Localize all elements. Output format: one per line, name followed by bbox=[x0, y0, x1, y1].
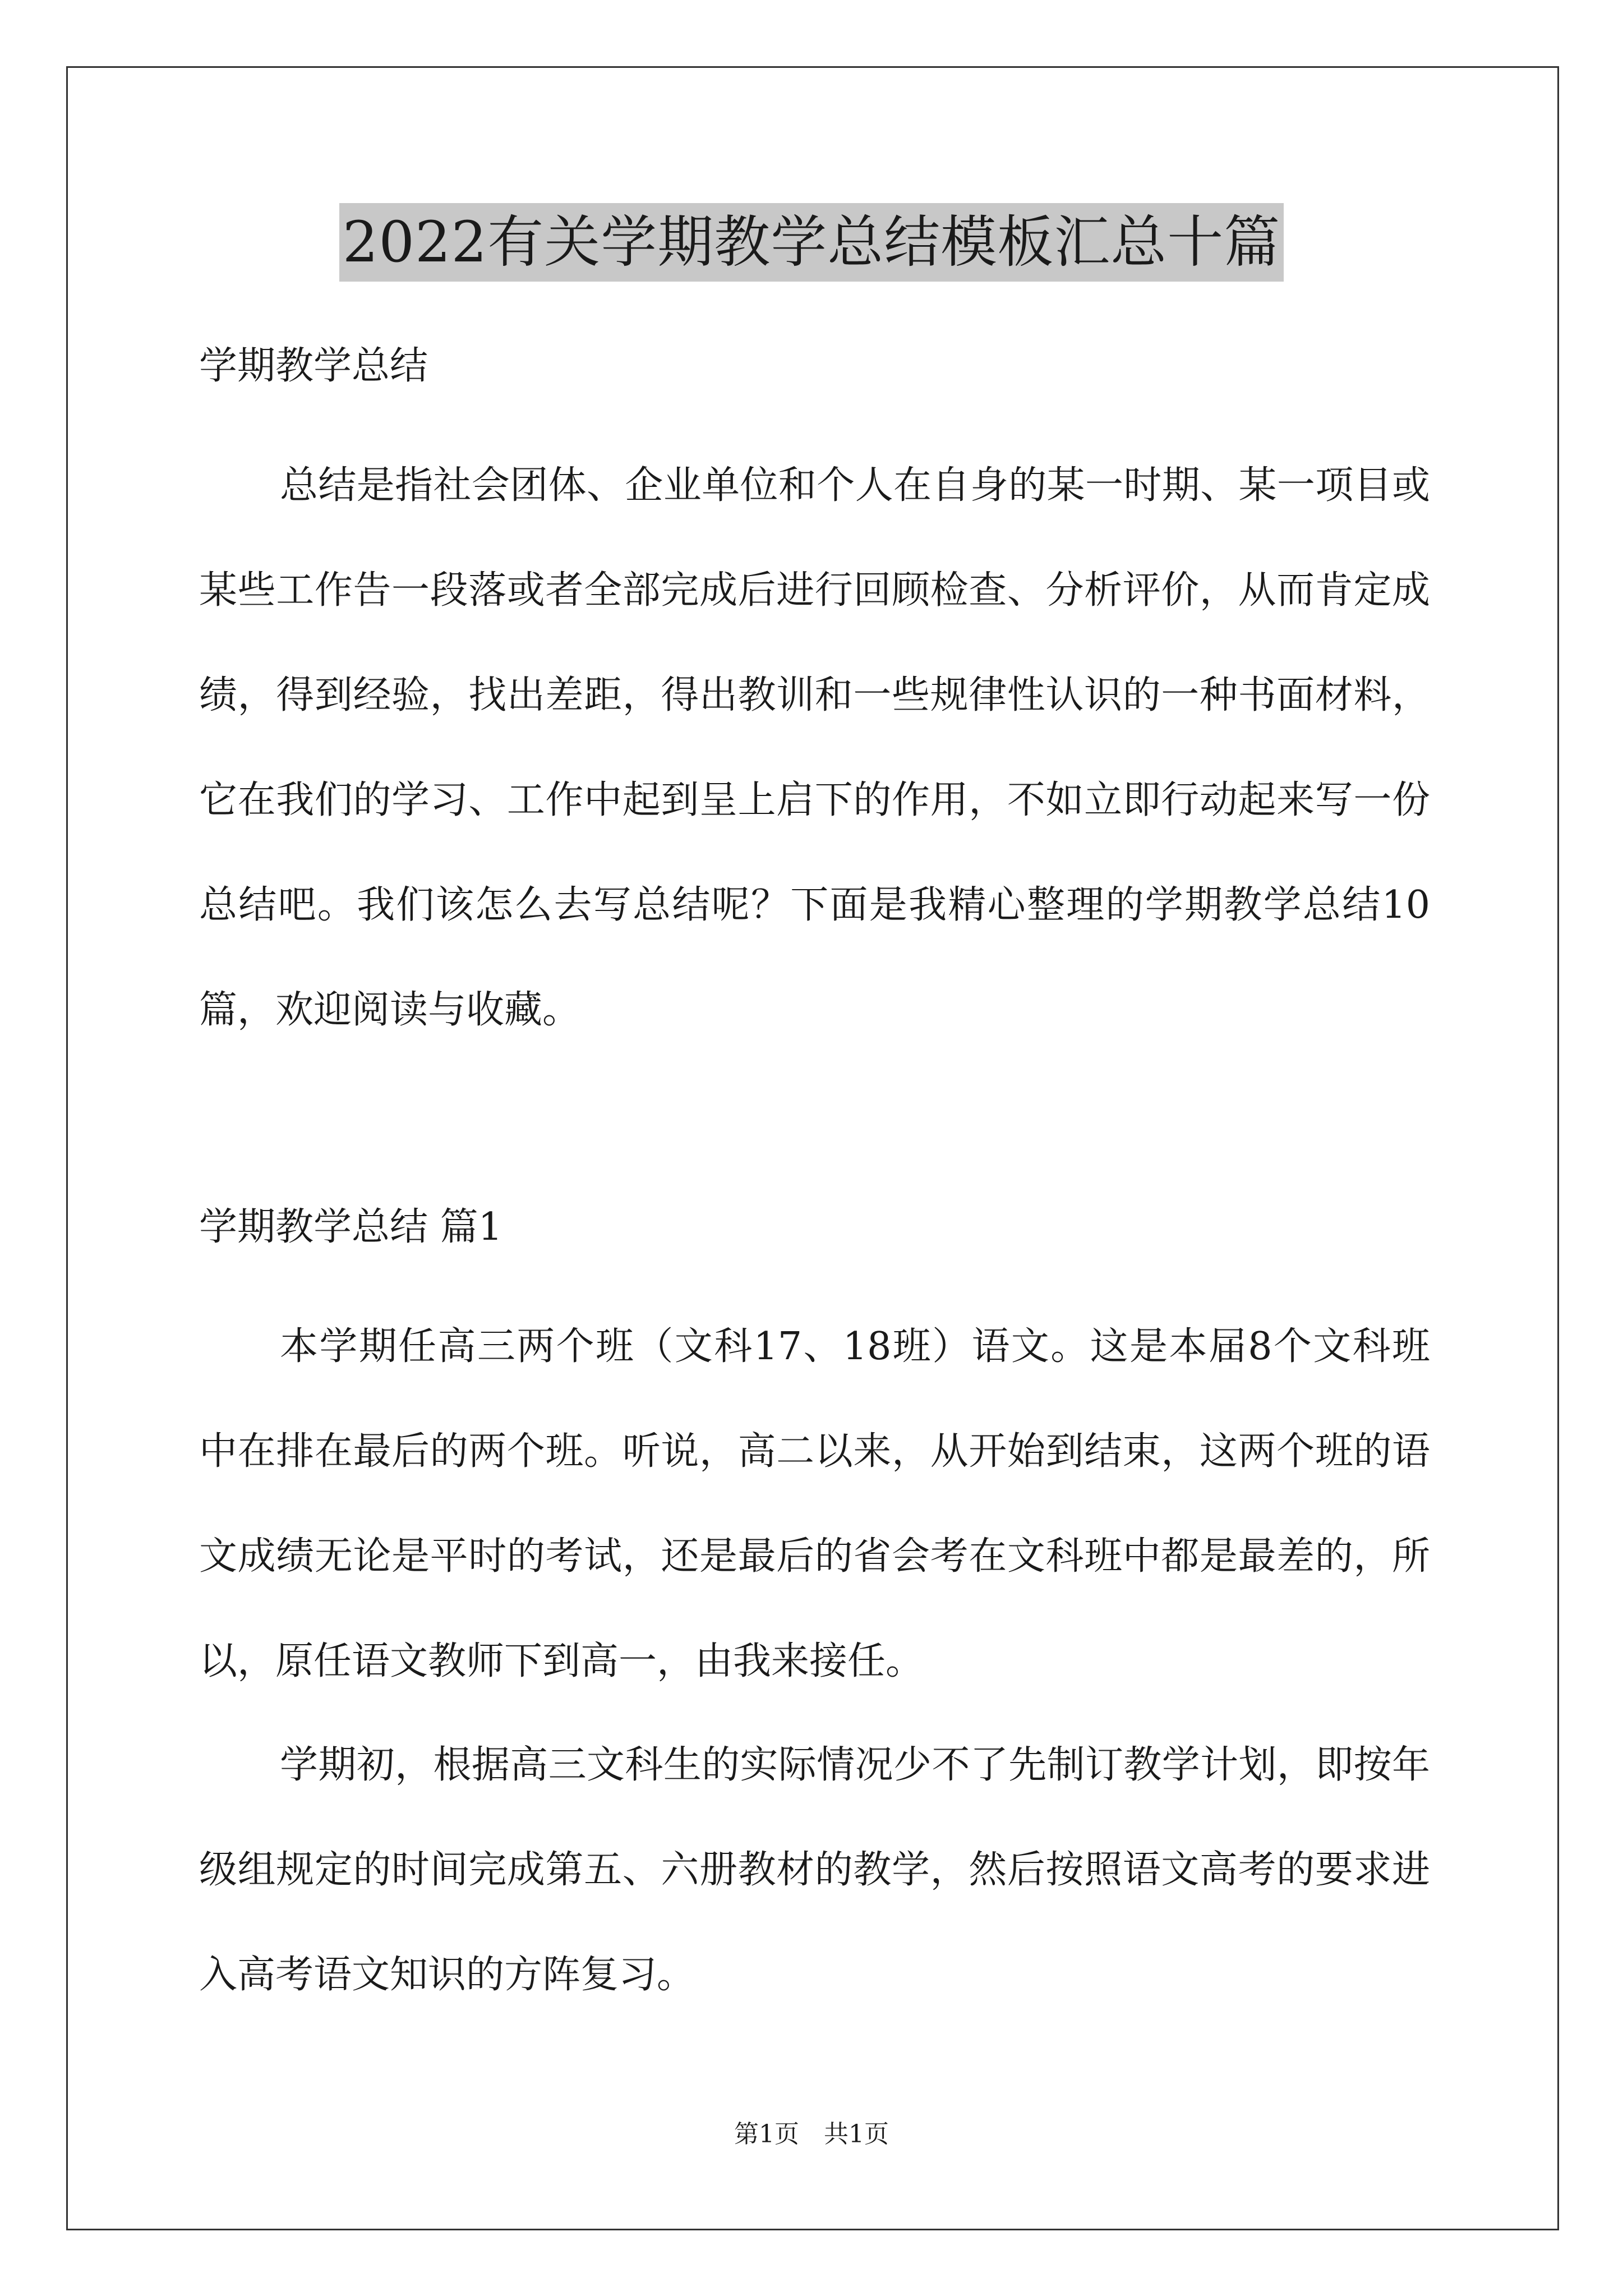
intro-paragraph: 总结是指社会团体、企业单位和个人在自身的某一时期、某一项目或某些工作告一段落或者全部完成后进行回顾检查、分析评价，从而肯定成绩，得到经验，找出差距，得出教训和一些规律性认识的一种书面材料，它在我们的学习、工作中起到呈上启下的作用，不如立即行动起来写一份总结吧。我们该怎么去写总结呢？下面是我精心整理的学期教学总结10篇，欢迎阅读与收藏。 bbox=[199, 463, 1430, 1032]
page-total: 共1页 bbox=[824, 2120, 889, 2148]
page-number: 第1页 bbox=[734, 2120, 799, 2148]
section1-paragraph-2: 学期初，根据高三文科生的实际情况少不了先制订教学计划，即按年级组规定的时间完成第五、六册教材的教学，然后按照语文高考的要求进入高考语文知识的方阵复习。 bbox=[199, 1743, 1430, 1997]
intro-heading: 学期教学总结 bbox=[199, 344, 428, 388]
page-footer bbox=[0, 2118, 1623, 2151]
title-container bbox=[0, 203, 1623, 282]
section1-paragraph-1: 本学期任高三两个班（文科17、18班）语文。这是本届8个文科班中在排在最后的两个班。听说，高二以来，从开始到结束，这两个班的语文成绩无论是平时的考试，还是最后的省会考在文科班中都是最差的，所以，原任语文教师下到高一，由我来接任。 bbox=[199, 1324, 1430, 1683]
section1-heading: 学期教学总结 篇1 bbox=[199, 1205, 502, 1249]
document-title: 2022有关学期教学总结模板汇总十篇 bbox=[339, 203, 1284, 282]
